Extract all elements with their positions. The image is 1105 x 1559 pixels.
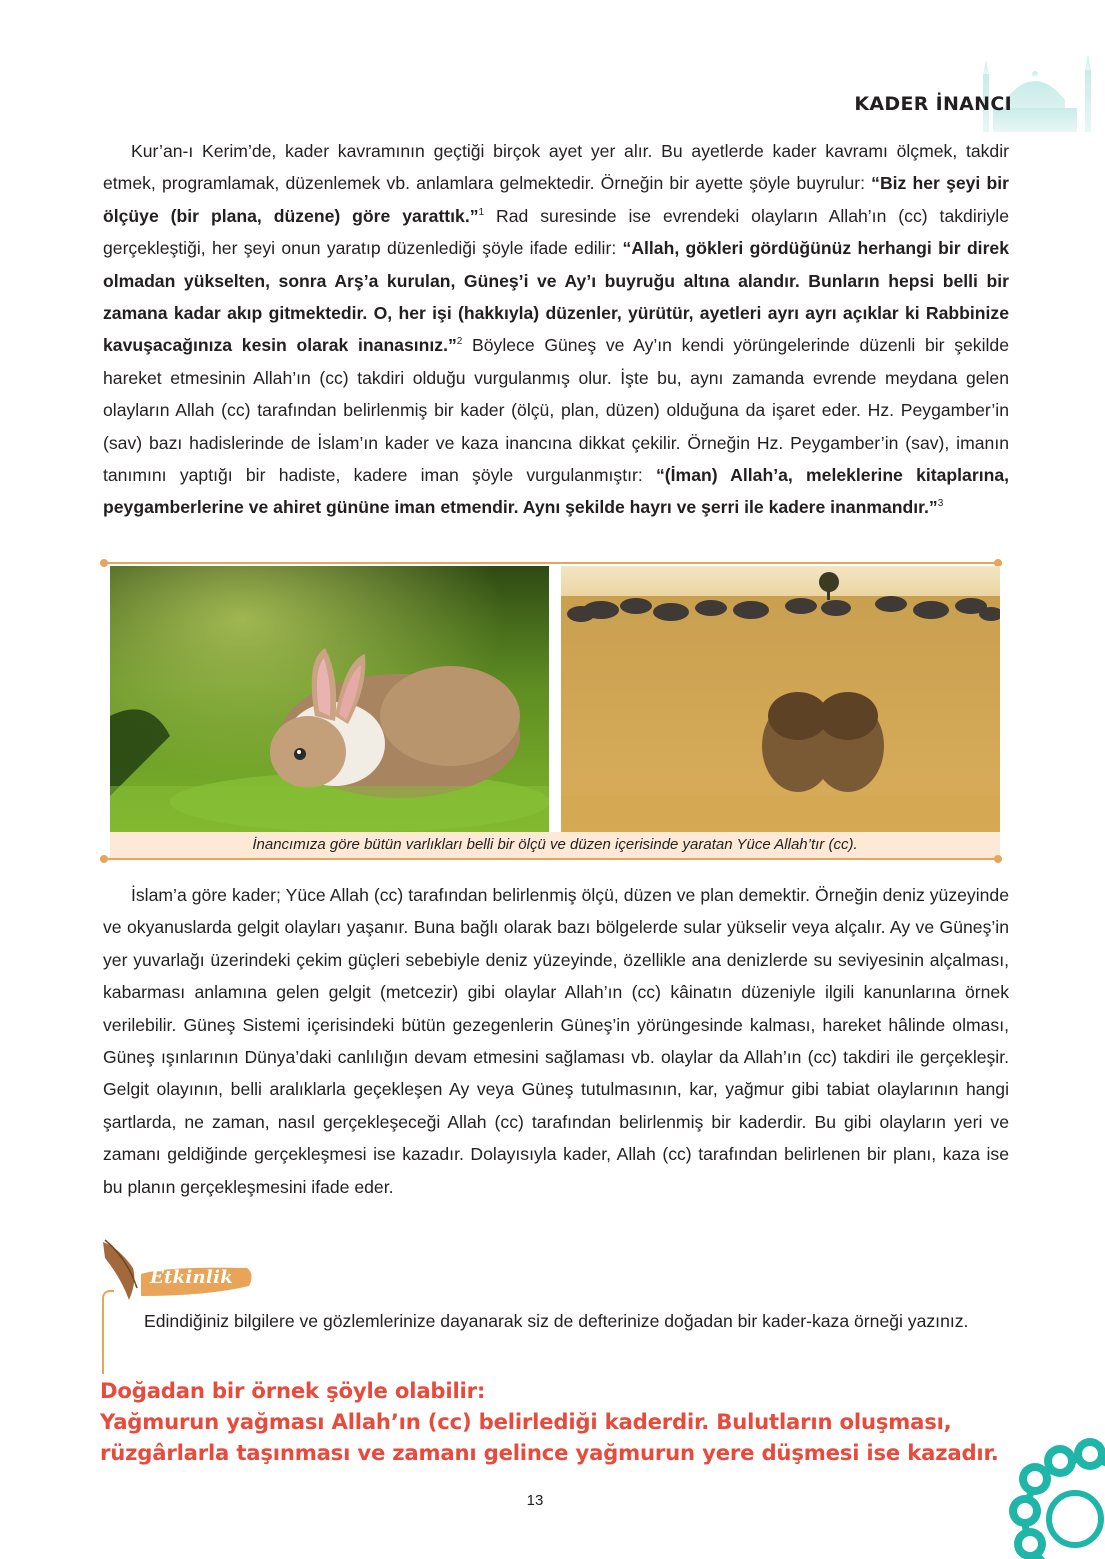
paragraph-text: Kur’an-ı Kerim’de, kader kavramının geçtiği birçok ayet yer alır. Bu ayetlerde kader kavramı ölçmek, takdir etmek, programlamak, düzenlemek vb. anlamlara gelmektedir. Örneğin bir ayette şöyle buyrulur: (103, 141, 1009, 194)
mosque-silhouette-icon (965, 52, 1105, 132)
footnote-ref: 3 (937, 498, 944, 510)
page-number: 13 (526, 1492, 544, 1509)
paragraph-text: Rad suresinde ise evrendeki olayların Allah’ın (cc) takdiriyle gerçekleştiği, her şeyi onun yaratıp düzenlediği şöyle ifade edilir: (103, 205, 1009, 259)
paragraph-text: Böylece Güneş ve Ay’ın kendi yörüngelerinde düzenli bir şekilde hareket etmesinin Allah’ın (cc) takdiri olduğu vurgulanmış olur. İşte bu, aynı zamanda evrende meydana gelen olayların Allah (cc) tarafından belirlenmiş bir kader (ölçü, plan, düzen) olduğuna da işaret eder. Hz. Peygamber’in (sav) bazı hadislerinde de İslam’ın kader ve kaza inancına dikkat çekilir. Örneğin Hz. Peygamber’in (sav), imanın tanımını yaptığı bir hadiste, kadere iman şöyle vurgulanmıştır: (103, 335, 1009, 486)
activity-label: Etkinlik (150, 1267, 233, 1288)
floral-ornament-icon (990, 1409, 1105, 1559)
chapter-title: KADER İNANCI (854, 93, 1012, 115)
hadith-quote: “(İman) Allah’a, meleklerine kitaplarına, peygamberlerine ve ahiret gününe iman etmendir. Aynı şekilde hayrı ve şerri ile kadere inanmandır.” (103, 465, 1009, 518)
instruction-text: Edindiğiniz bilgilere ve gözlemlerinize dayanarak siz de defterinize doğadan bir kader-kaza örneği yazınız. (144, 1311, 969, 1331)
footnote-ref: 2 (456, 336, 463, 348)
footnote-ref: 1 (478, 206, 485, 218)
answer-line: Doğadan bir örnek şöyle olabilir: (100, 1378, 486, 1403)
lions-savanna-photo (561, 566, 1000, 832)
figure-caption: İnancımıza göre bütün varlıkları belli bir ölçü ve düzen içerisinde yaratan Yüce Allah’tır (cc). (110, 832, 1000, 858)
activity-instruction (116, 1305, 1016, 1337)
paragraph-text: İslam’a göre kader; Yüce Allah (cc) tarafından belirlenmiş ölçü, düzen ve plan demektir. Örneğin deniz yüzeyinde ve okyanuslarda gelgit olayları yaşanır. Buna bağlı olarak bazı bölgelerde sular yükselir veya alçalır. Ay ve Güneş’in yer yuvarlağı üzerindeki çekim güçleri sebebiyle deniz yüzeyinde, özellikle ana denizlerde su seviyesinin alçalması, kabarması anlamına gelen gelgit (metcezir) gibi olaylar Allah’ın (cc) kâinatın düzeniyle ilgili kanunlarına örnek verilebilir. Güneş Sistemi içerisindeki bütün gezegenlerin Güneş’in yörüngesinde kalması, hareket hâlinde olması, Güneş ışınlarının Dünya’daki canlılığın devam etmesini sağlaması vb. olaylar da Allah’ın (cc) takdiri ile gerçekleşir. Gelgit olayının, belli aralıklarla geçekleşen Ay veya Güneş tutulmasının, kar, yağmur gibi tabiat olaylarının hangi şartlarda, ne zaman, nasıl gerçekleşeceği Allah (cc) tarafından belirlenmiş bir kaderdir. Bu gibi olayların yeri ve zamanı geldiğinde gerçekleşmesi ise kazadır. Dolayısıyla kader, Allah (cc) tarafından belirlenen bir planı, kaza ise bu planın gerçekleşmesini ifade eder. (103, 885, 1009, 1197)
activity-bracket (102, 1290, 114, 1374)
answer-line: rüzgârlarla taşınması ve zamanı gelince yağmurun yere düşmesi ise kazadır. (100, 1440, 999, 1465)
figure-top-rule (103, 562, 999, 564)
verse-quote: “Allah, gökleri gördüğünüz herhangi bir direk olmadan yükselten, sonra Arş’a kurulan, Güneş’i ve Ay’ı buyruğu altına alandır. Bunların hepsi belli bir zamana kadar akıp gitmektedir. O, her işi (hakkıyla) düzenler, yürütür, ayetleri ayrı ayrı açıklar ki Rabbinize kavuşacağınıza kesin olarak inanasınız.” (103, 238, 1009, 356)
intro-paragraph (103, 135, 1009, 524)
verse-quote: “Biz her şeyi bir ölçüye (bir plana, düzene) göre yarattık.” (103, 173, 1009, 226)
handwritten-answer (100, 1375, 1060, 1468)
kader-definition-paragraph (103, 879, 1009, 1203)
answer-line: Yağmurun yağması Allah’ın (cc) belirlediği kaderdir. Bulutların oluşması, (100, 1409, 952, 1434)
rabbit-photo (110, 566, 549, 832)
figure-bottom-rule (103, 858, 999, 860)
